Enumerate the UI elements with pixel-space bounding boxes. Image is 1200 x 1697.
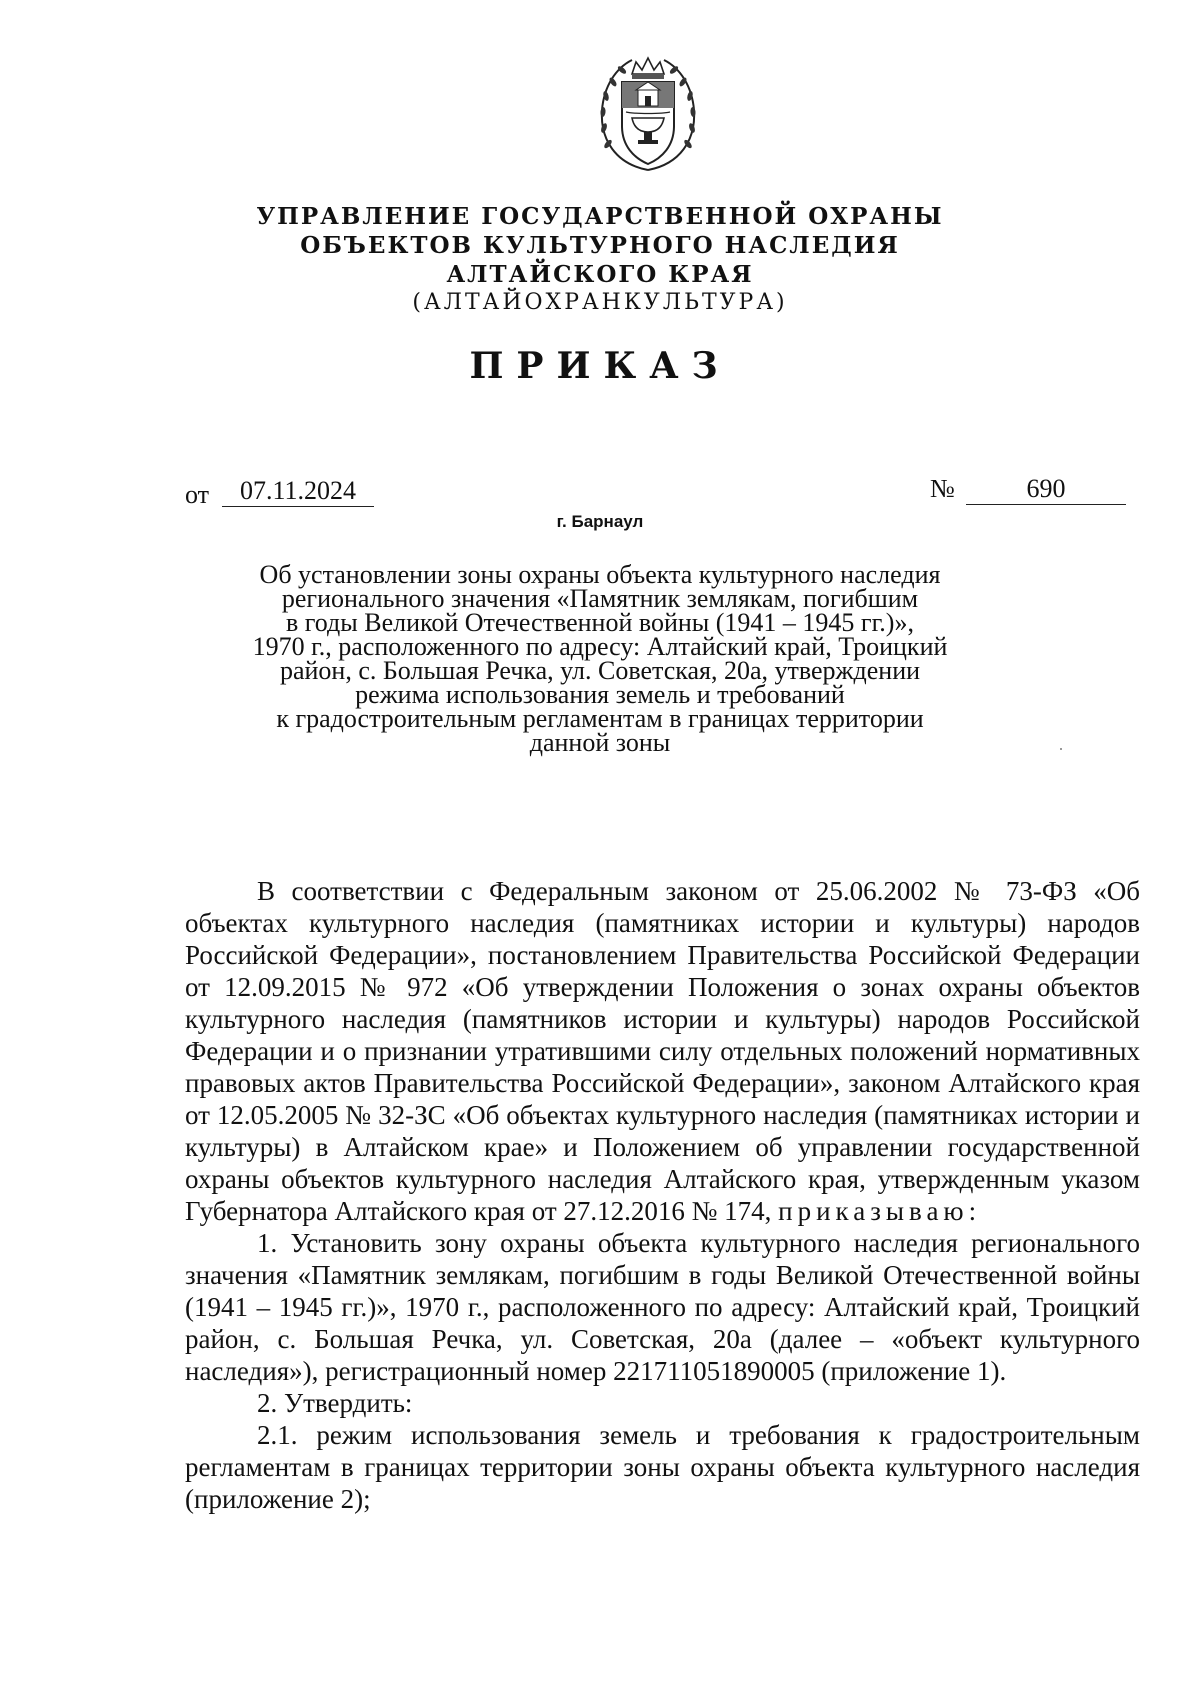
agency-name-line1: УПРАВЛЕНИЕ ГОСУДАРСТВЕННОЙ ОХРАНЫ xyxy=(256,203,944,230)
coat-of-arms-icon xyxy=(592,52,704,176)
document-number: 690 xyxy=(966,474,1126,505)
title-line: район, с. Большая Речка, ул. Советская, 20а, утверждении xyxy=(279,656,921,685)
city: г. Барнаул xyxy=(556,512,644,531)
scan-speck xyxy=(1060,748,1062,750)
title-line: данной зоны xyxy=(529,728,671,757)
item-1: 1. Установить зону охраны объекта культурного наследия регионального значения «Памятник землякам, погибшим в годы Великой Отечественной войны (1941 – 1945 гг.)», 1970 г., расположенного по адресу: Алтайский край, Троицкий район, с. Большая Речка, ул. Советская, 20а (далее – «объект культурного наследия»), регистрационный номер 221711051890005 (приложение 1). xyxy=(185,1228,1140,1386)
title-line: к градостроительным регламентам в границах территории xyxy=(276,704,924,733)
title-line: регионального значения «Памятник землякам, погибшим xyxy=(281,584,919,613)
agency-abbreviation: (АЛТАЙОХРАНКУЛЬТУРА) xyxy=(412,290,788,315)
title-line: в годы Великой Отечественной войны (1941 – 1945 гг.)», xyxy=(286,608,914,637)
agency-name-line2: ОБЪЕКТОВ КУЛЬТУРНОГО НАСЛЕДИЯ xyxy=(300,232,900,259)
order-word: приказываю: xyxy=(778,1196,982,1226)
title-line: 1970 г., расположенного по адресу: Алтайский край, Троицкий xyxy=(252,632,948,661)
title-line: Об установлении зоны охраны объекта культурного наследия xyxy=(259,560,941,589)
document-body xyxy=(185,875,1140,1515)
agency-name-line3: АЛТАЙСКОГО КРАЯ xyxy=(446,261,754,288)
preamble-paragraph xyxy=(185,875,1140,1227)
number-label: № xyxy=(930,474,955,503)
preamble-text: В соответствии с Федеральным законом от 25.06.2002 № 73-ФЗ «Об объектах культурного наследия (памятниках истории и культуры) народов Российской Федерации», постановлением Правительства Российской Федерации от 12.09.2015 № 972 «Об утверждении Положения о зонах охраны объектов культурного наследия (памятников истории и культуры) народов Российской Федерации и о признании утратившими силу отдельных положений нормативных правовых актов Правительства Российской Федерации», законом Алтайского края от 12.05.2005 № 32-ЗС «Об объектах культурного наследия (памятниках истории и культуры) в Алтайском крае» и Положением об управлении государственной охраны объектов культурного наследия Алтайского края, утвержденным указом Губернатора Алтайского края от 27.12.2016 № 174, xyxy=(185,876,1140,1226)
document-date: 07.11.2024 xyxy=(222,476,374,507)
title-line: режима использования земель и требований xyxy=(355,680,845,709)
date-label: от xyxy=(185,480,210,509)
item-2: 2. Утвердить: xyxy=(257,1388,413,1418)
item-2-1: 2.1. режим использования земель и требования к градостроительным регламентам в границах территории зоны охраны объекта культурного наследия (приложение 2); xyxy=(185,1420,1140,1514)
document-type: ПРИКАЗ xyxy=(469,345,731,387)
document-title xyxy=(150,560,1050,757)
